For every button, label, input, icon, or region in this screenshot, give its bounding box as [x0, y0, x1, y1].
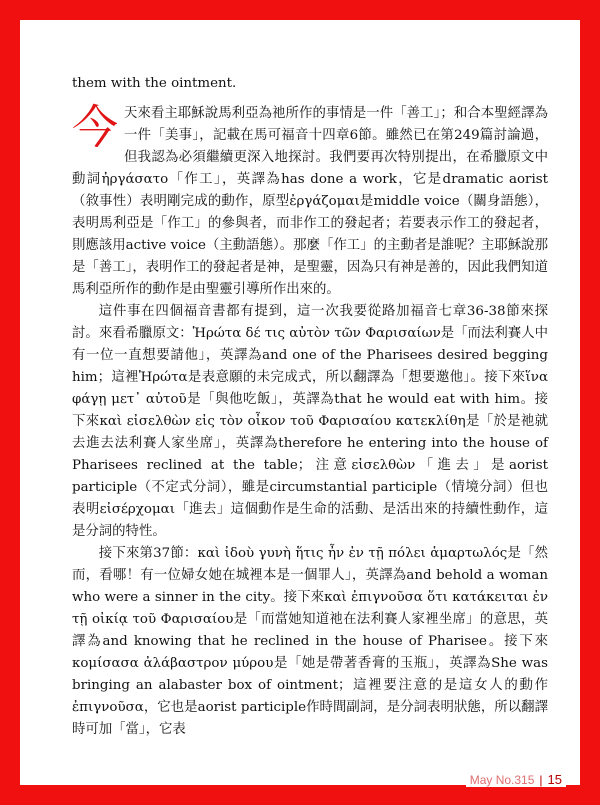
drop-cap: 今	[72, 100, 118, 154]
article-body	[72, 73, 548, 741]
footer-separator: |	[539, 772, 543, 787]
paragraph-1	[72, 100, 548, 301]
paragraph-2: 這件事在四個福音書都有提到，這一次我要從路加福音七章36-38節來探討。來看希臘原文：Ἠρώτα δέ τις αὐτὸν τῶν Φαρισαίων是「而法利賽人中有一位一直想要請他」，英譯為and one of the Pharisees desired begging him；這裡Ἠρώτα是表意願的未完成式，所以翻譯為「想要邀他」。接下來ἵνα φάγῃ μετ᾽ αὐτοῦ是「與他吃飯」，英譯為that he would eat with him。接下來καὶ εἰσελθὼν εἰς τὸν οἶκον τοῦ Φαρισαίου κατεκλίθη是「於是祂就去進去法利賽人家坐席」，英譯為therefore he entering into the house of Pharisees reclined at the table；注意εἰσελθὼν「進去」是aorist participle（不定式分詞），雖是circumstantial participle（情境分詞）但也表明εἰσέρχομαι「進去」這個動作是生命的活動、是活出來的持續性動作，這是分詞的特性。	[72, 304, 548, 539]
paragraph-3: 接下來第37節：καὶ ἰδοὺ γυνὴ ἥτις ἦν ἐν τῇ πόλει ἁμαρτωλός是「然而，看哪！有一位婦女她在城裡本是一個罪人」，英譯為and behold a woman who were a sinner in the city。接下來καὶ ἐπιγνοῦσα ὅτι κατάκειται ἐν τῇ οἰκίᾳ τοῦ Φαρισαίου是「而當她知道祂在法利賽人家裡坐席」的意思，英譯為and knowing that he reclined in the house of Pharisee。接下來κομίσασα ἀλάβαστρον μύρου是「她是帶著香膏的玉瓶」，英譯為She was bringing an alabaster box of ointment；這裡要注意的是這女人的動作ἐπιγνοῦσα，它也是aorist participle作時間副詞，是分詞表明狀態，所以翻譯時可加「當」，它表	[72, 546, 548, 737]
issue-label: May No.315	[469, 772, 535, 787]
paragraph-1-text: 天來看主耶穌說馬利亞為祂所作的事情是一件「善工」；和合本聖經譯為一件「美事」，記載在馬可福音十四章6節。雖然已在第249篇討論過，但我認為必須繼續更深入地探討。我們要再次特別提出，在希臘原文中動詞ἠργάσατο「作工」，英譯為has done a work，它是dramatic aorist（敘事性）表明剛完成的動作，原型ἐργάζομαι是middle voice（關身語態），表明馬利亞是「作工」的參與者，而非作工的發起者；若要表示作工的發起者，則應該用active voice（主動語態）。那麼「作工」的主動者是誰呢？主耶穌說那是「善工」，表明作工的發起者是神，是聖靈，因為只有神是善的，因此我們知道馬利亞所作的動作是由聖靈引導所作出來的。	[72, 106, 548, 297]
lead-line: them with the ointment.	[72, 76, 237, 91]
page-footer	[466, 772, 566, 787]
page	[20, 20, 580, 785]
page-number: 15	[547, 772, 562, 787]
